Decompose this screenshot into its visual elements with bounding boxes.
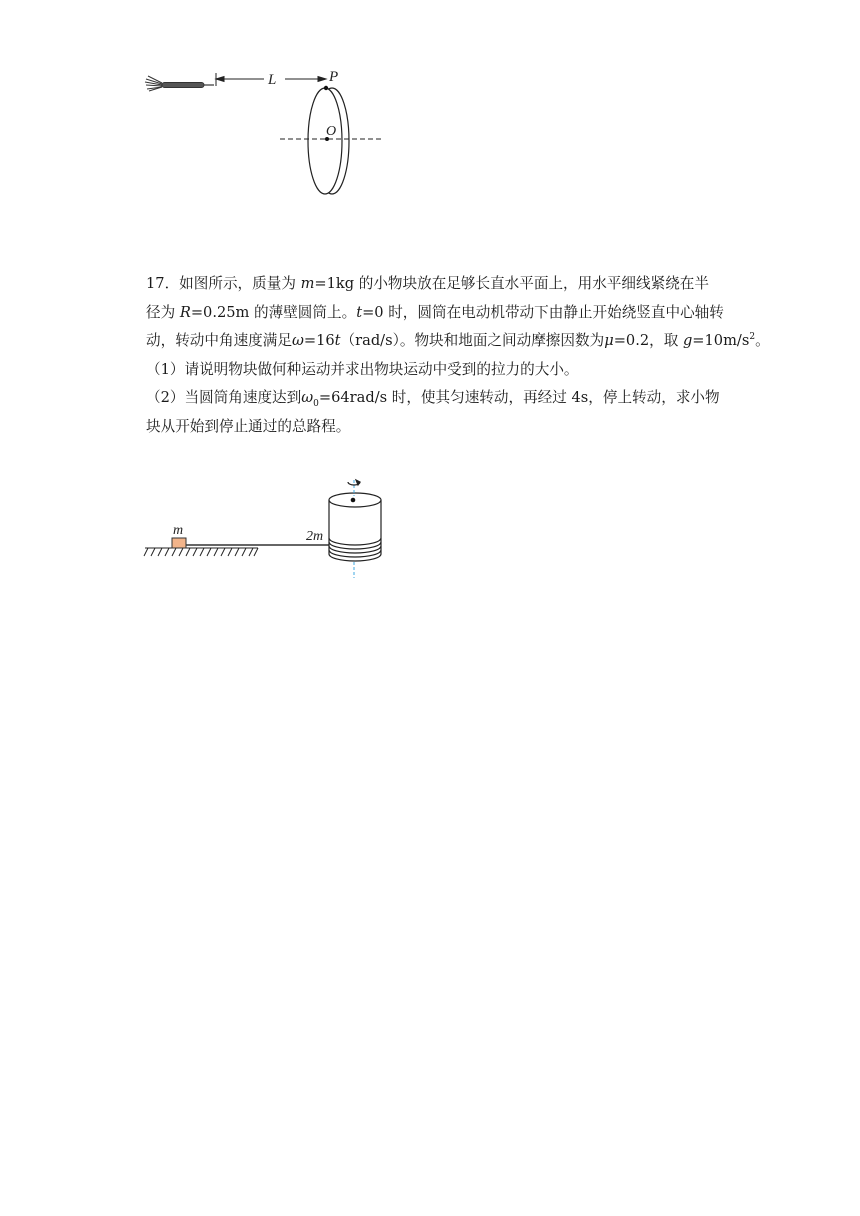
text-segment: （rad/s）。物块和地面之间动摩擦因数为 [340,332,605,350]
problem-17 [146,270,770,442]
symbol-r: R [179,303,191,321]
dartboard-icon [308,88,349,194]
text-segment: （2）当圆筒角速度达到 [146,389,302,407]
ground-hatching [144,548,258,556]
symbol-g: g [682,332,693,350]
subscript: 0 [313,399,319,410]
question-2 [146,384,722,413]
problem-line-6: 块从开始到停止通过的总路程。 [146,417,351,435]
label-cylinder: 2m [306,529,324,544]
label-block: m [173,523,184,538]
dart-icon [145,76,214,91]
block-m [172,538,186,548]
problem-line-1 [146,270,722,299]
label-point: P [329,69,339,85]
symbol-omega: ω [291,332,304,350]
text-segment: 如图所示，质量为 [179,275,301,292]
superscript: 2 [749,332,756,343]
point-p [324,86,328,90]
text-segment: =0.2，取 [613,332,683,350]
text-segment: =0 时，圆筒在电动机带动下由静止开始绕竖直中心轴转 [362,303,724,321]
cylinder-icon [329,493,381,561]
block-cylinder-figure [140,476,400,586]
text-segment: =16 [303,332,335,350]
symbol-t: t [334,332,341,350]
text-segment: 动，转动中角速度满足 [146,332,292,350]
symbol-t: t [356,303,363,321]
text-segment: =10m/s [692,332,750,350]
question-1: （1）请说明物块做何种运动并求出物块运动中受到的拉力的大小。 [146,360,579,378]
problem-line-3 [146,327,770,356]
text-segment: 径为 [146,303,180,321]
dart-disk-figure [140,62,400,202]
symbol-mu: μ [604,332,614,350]
problem-line-2 [146,299,722,328]
label-center: O [326,124,337,139]
text-segment: =0.25m 的薄壁圆筒上。 [190,303,357,321]
symbol-m: m [300,275,315,292]
text-segment: =1kg 的小物块放在足够长直水平面上，用水平细线紧绕在半 [314,275,709,292]
text-segment: 。 [755,332,770,350]
text-segment: =64rad/s 时，使其匀速转动，再经过 4s，停上转动，求小物 [318,389,720,407]
label-length: L [268,72,277,88]
symbol-omega: ω [301,389,314,407]
problem-number: 17． [146,275,180,292]
cylinder-axis-dot [351,498,356,503]
